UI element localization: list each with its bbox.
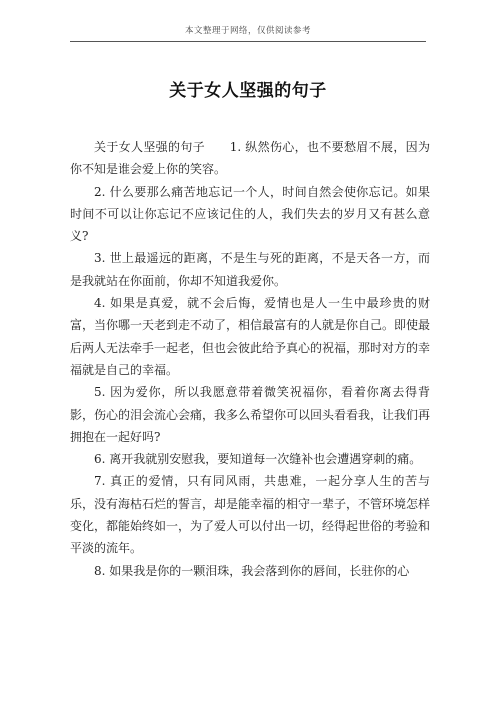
document-body <box>70 136 430 582</box>
paragraph-5: 5. 因为爱你，所以我愿意带着微笑祝福你，看着你离去得背影，伤心的泪会流心会痛，我多么希望你可以回头看看我，让我们再拥抱在一起好吗? <box>70 385 431 444</box>
header-note: 本文整理于网络，仅供阅读参考 <box>184 26 311 36</box>
paragraph-2: 2. 什么要那么痛苦地忘记一个人，时间自然会使你忘记。如果时间不可以让你忘记不应该记住的人，我们失去的岁月又有甚么意义? <box>70 184 430 244</box>
header-divider <box>70 41 426 42</box>
paragraph-3: 3. 世上最遥远的距离，不是生与死的距离，不是天各一方，而是我就站在你面前，你却不知道我爱你。 <box>70 251 430 288</box>
paragraph-8: 8. 如果我是你的一颗泪珠，我会落到你的唇间，长驻你的心 <box>94 563 410 578</box>
paragraph-6: 6. 离开我就别安慰我，要知道每一次缝补也会遭遇穿刺的痛。 <box>94 452 422 467</box>
paragraph-7: 7. 真正的爱情，只有同风雨，共患难，一起分享人生的苦与乐，没有海枯石烂的誓言，却是能幸福的相守一辈子，不管环境怎样变化，都能始终如一，为了爱人可以付出一切，经得起世俗的考验和平淡的流年。 <box>70 474 431 556</box>
paragraph-4: 4. 如果是真爱，就不会后悔，爱情也是人一生中最珍贵的财富，当你哪一天老到走不动了，相信最富有的人就是你自己。即使最后两人无法牵手一起老，但也会彼此给予真心的祝福，那时对方的幸福就是自己的幸福。 <box>70 296 431 377</box>
document-title: 关于女人坚强的句子 <box>169 81 327 101</box>
paragraph-1: 关于女人坚强的句子 1. 纵然伤心，也不要愁眉不展，因为你不知是谁会爱上你的笑容。 <box>70 140 430 177</box>
